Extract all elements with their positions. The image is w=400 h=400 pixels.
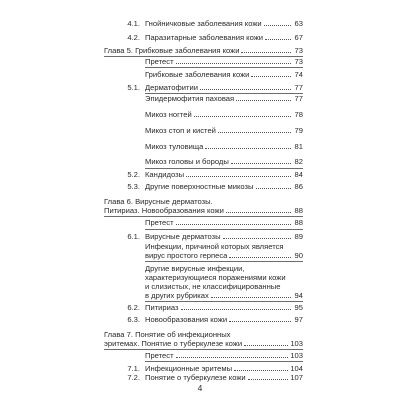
toc-entry (127, 83, 303, 92)
page-ref: 103 (290, 351, 303, 360)
toc-entry (127, 364, 303, 373)
dot-leader (200, 89, 291, 90)
page-ref: 97 (294, 315, 303, 324)
entry-title: Дерматофитии (145, 83, 198, 92)
entry-title: Претест (145, 57, 174, 66)
toc-subentry-cont: и слизистых, не классифицированные (145, 282, 281, 291)
section-number: 5.2. (127, 170, 140, 179)
page-ref: 107 (290, 373, 303, 382)
dot-leader (256, 188, 292, 189)
toc-entry (127, 182, 303, 191)
toc-entry (127, 373, 303, 382)
toc-entry (127, 232, 303, 241)
page-ref: 77 (294, 83, 303, 92)
divider (104, 349, 303, 350)
page-ref: 79 (294, 126, 303, 135)
page-ref: 104 (290, 364, 303, 373)
section-number: 6.2. (127, 303, 140, 312)
page-ref: 78 (294, 110, 303, 119)
page-ref: 73 (294, 46, 303, 55)
page-ref: 90 (294, 251, 303, 260)
divider (145, 301, 303, 302)
divider (104, 216, 303, 217)
entry-title: Другие поверхностные микозы (145, 182, 254, 191)
entry-title: Микоз головы и бороды (145, 157, 229, 166)
dot-leader (229, 257, 291, 258)
dot-leader (265, 39, 291, 40)
dot-leader (176, 357, 289, 358)
page-ref: 81 (294, 142, 303, 151)
entry-title: Понятие о туберкулезе кожи (145, 373, 246, 382)
entry-title: Кандидозы (145, 170, 185, 179)
dot-leader (229, 321, 291, 322)
entry-title: Питириаз (145, 303, 179, 312)
dot-leader (205, 148, 291, 149)
toc-entry (145, 57, 303, 66)
toc-entry (127, 19, 303, 28)
dot-leader (223, 238, 291, 239)
toc-subentry: Другие вирусные инфекции, (145, 264, 245, 273)
section-number: 4.2. (127, 33, 140, 42)
section-number: 7.2. (127, 373, 140, 382)
dot-leader (186, 176, 291, 177)
toc-subentry (145, 126, 303, 135)
dot-leader (234, 370, 288, 371)
toc-subentry: Инфекции, причиной которых является (145, 242, 284, 251)
entry-title: Претест (145, 218, 174, 227)
section-number: 5.3. (127, 182, 140, 191)
dot-leader (218, 132, 291, 133)
page-ref: 89 (294, 232, 303, 241)
toc-subentry (145, 94, 303, 103)
chapter-heading-cont (104, 339, 303, 348)
dot-leader (176, 63, 291, 64)
dot-leader (248, 379, 289, 380)
entry-title: в других рубриках (145, 291, 209, 300)
dot-leader (226, 212, 291, 213)
entry-title: Новообразования кожи (145, 315, 228, 324)
dot-leader (211, 297, 291, 298)
dot-leader (241, 52, 291, 53)
toc-subentry-cont (145, 251, 303, 260)
entry-title: Микоз стоп и кистей (145, 126, 216, 135)
toc-subentry (145, 157, 303, 166)
dot-leader (231, 163, 291, 164)
dot-leader (236, 100, 291, 101)
page-ref: 86 (294, 182, 303, 191)
page-ref: 82 (294, 157, 303, 166)
toc-subentry-cont: характеризующиеся поражениями кожи (145, 273, 286, 282)
entry-title: Микоз ногтей (145, 110, 192, 119)
entry-title: Паразитарные заболевания кожи (145, 33, 264, 42)
entry-title: Питириаз. Новообразования кожи (104, 206, 224, 215)
toc-entry (127, 33, 303, 42)
entry-title: эритемах. Понятие о туберкулезе кожи (104, 339, 243, 348)
section-number: 6.1. (127, 232, 140, 241)
toc-subentry (145, 142, 303, 151)
dot-leader (264, 25, 291, 26)
dot-leader (181, 309, 291, 310)
toc-subentry (145, 110, 303, 119)
divider (145, 67, 303, 68)
toc-entry (145, 351, 303, 360)
page-ref: 88 (294, 206, 303, 215)
toc-subentry-cont (145, 291, 303, 300)
page-number: 4 (197, 383, 203, 393)
page-ref: 67 (294, 33, 303, 42)
entry-title: Микоз туловища (145, 142, 204, 151)
entry-title: Вирусные дерматозы (145, 232, 221, 241)
toc-entry (127, 303, 303, 312)
entry-title: Претест (145, 351, 174, 360)
chapter-heading-cont (104, 206, 303, 215)
page-ref: 95 (294, 303, 303, 312)
toc-entry (127, 315, 303, 324)
dot-leader (194, 116, 291, 117)
chapter-heading: Глава 7. Понятие об инфекционных (104, 330, 231, 339)
page-ref: 74 (294, 70, 303, 79)
page-ref: 77 (294, 94, 303, 103)
chapter-heading: Глава 6. Вирусные дерматозы. (104, 197, 213, 206)
dot-leader (244, 345, 288, 346)
section-number: 7.1. (127, 364, 140, 373)
section-number: 4.1. (127, 19, 140, 28)
divider (145, 229, 303, 230)
entry-title: Эпидермофития паховая (145, 94, 235, 103)
dot-leader (251, 76, 291, 77)
divider (145, 361, 303, 362)
entry-title: Инфекционные эритемы (145, 364, 233, 373)
page-ref: 88 (294, 218, 303, 227)
divider (145, 168, 303, 169)
page-ref: 63 (294, 19, 303, 28)
page-ref: 73 (294, 57, 303, 66)
entry-title: Гнойничковые заболевания кожи (145, 19, 262, 28)
entry-title: Грибковые заболевания кожи (145, 70, 250, 79)
section-number: 6.3. (127, 315, 140, 324)
toc-entry (127, 170, 303, 179)
chapter-heading (104, 46, 303, 55)
page-ref: 103 (290, 339, 303, 348)
entry-title: Глава 5. Грибковые заболевания кожи (104, 46, 240, 55)
entry-title: вирус простого герпеса (145, 251, 228, 260)
divider (145, 261, 303, 262)
page-ref: 94 (294, 291, 303, 300)
page-ref: 84 (294, 170, 303, 179)
toc-entry (145, 70, 303, 79)
section-number: 5.1. (127, 83, 140, 92)
dot-leader (176, 224, 291, 225)
toc-entry (145, 218, 303, 227)
